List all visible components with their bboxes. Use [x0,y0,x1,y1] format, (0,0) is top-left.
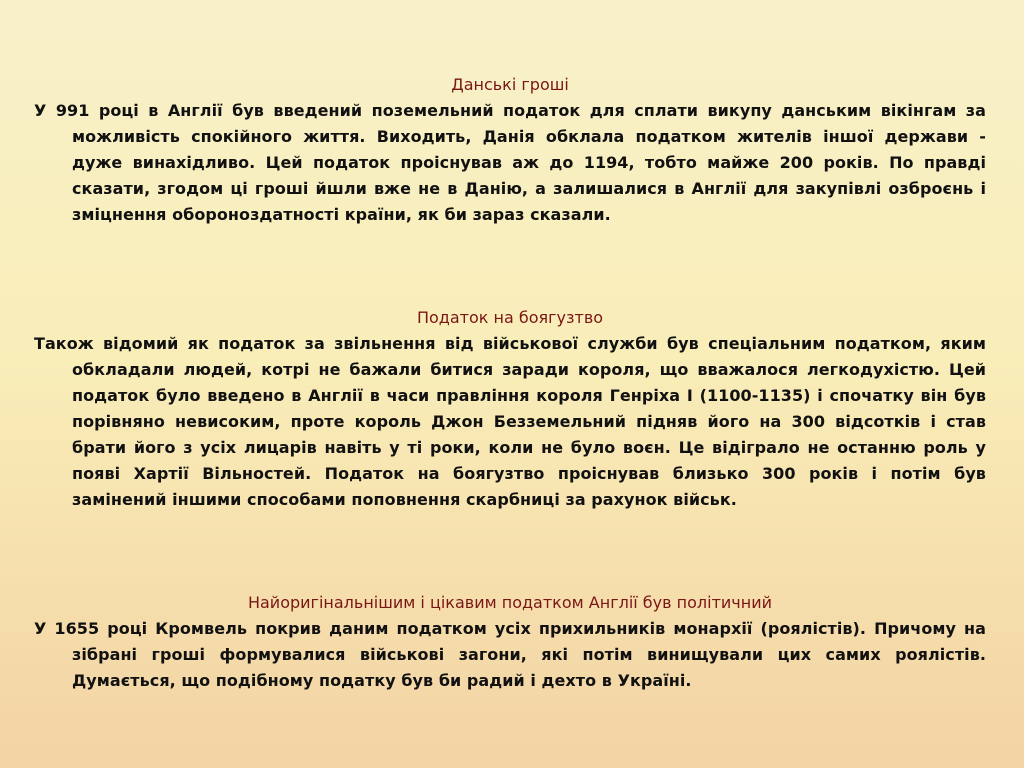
section-heading: Данські гроші [451,75,569,94]
section-heading: Податок на боягузтво [416,308,604,327]
section-danish-money [34,72,986,228]
section-political-tax [34,590,986,694]
section-paragraph: У 1655 році Кромвель покрив даним податком усіх прихильників монархії (роялістів). Причому на зібрані гроші формувалися військові загони, які потім винищували цих самих роялістів. Думається, що подібному податку був би радий і дехто в Україні. [34,619,986,690]
section-heading: Найоригінальнішим і цікавим податком Англії був політичний [247,593,773,612]
section-cowardice-tax [34,305,986,513]
section-paragraph: У 991 році в Англії був введений поземельний податок для сплати викупу данським вікінгам за можливість спокійного життя. Виходить, Данія обклала податком жителів іншої держави - дуже винахідливо. Цей податок проіснував аж до 1194, тобто майже 200 років. По правді сказати, згодом ці гроші йшли вже не в Данію, а залишалися в Англії для закупівлі озброєнь і зміцнення обороноздатності країни, як би зараз сказали. [34,101,986,224]
section-paragraph: Також відомий як податок за звільнення від військової служби був спеціальним податком, яким обкладали людей, котрі не бажали битися заради короля, що вважалося легкодухістю. Цей податок було введено в Англії в часи правління короля Генріха I (1100-1135) і спочатку він був порівняно невисоким, проте король Джон Безземельний підняв його на 300 відсотків і став брати його з усіх лицарів навіть у ті роки, коли не було воєн. Це відіграло не останню роль у появі Хартії Вільностей. Податок на боягузтво проіснував близько 300 років і потім був замінений іншими способами поповнення скарбниці за рахунок військ. [34,334,986,509]
